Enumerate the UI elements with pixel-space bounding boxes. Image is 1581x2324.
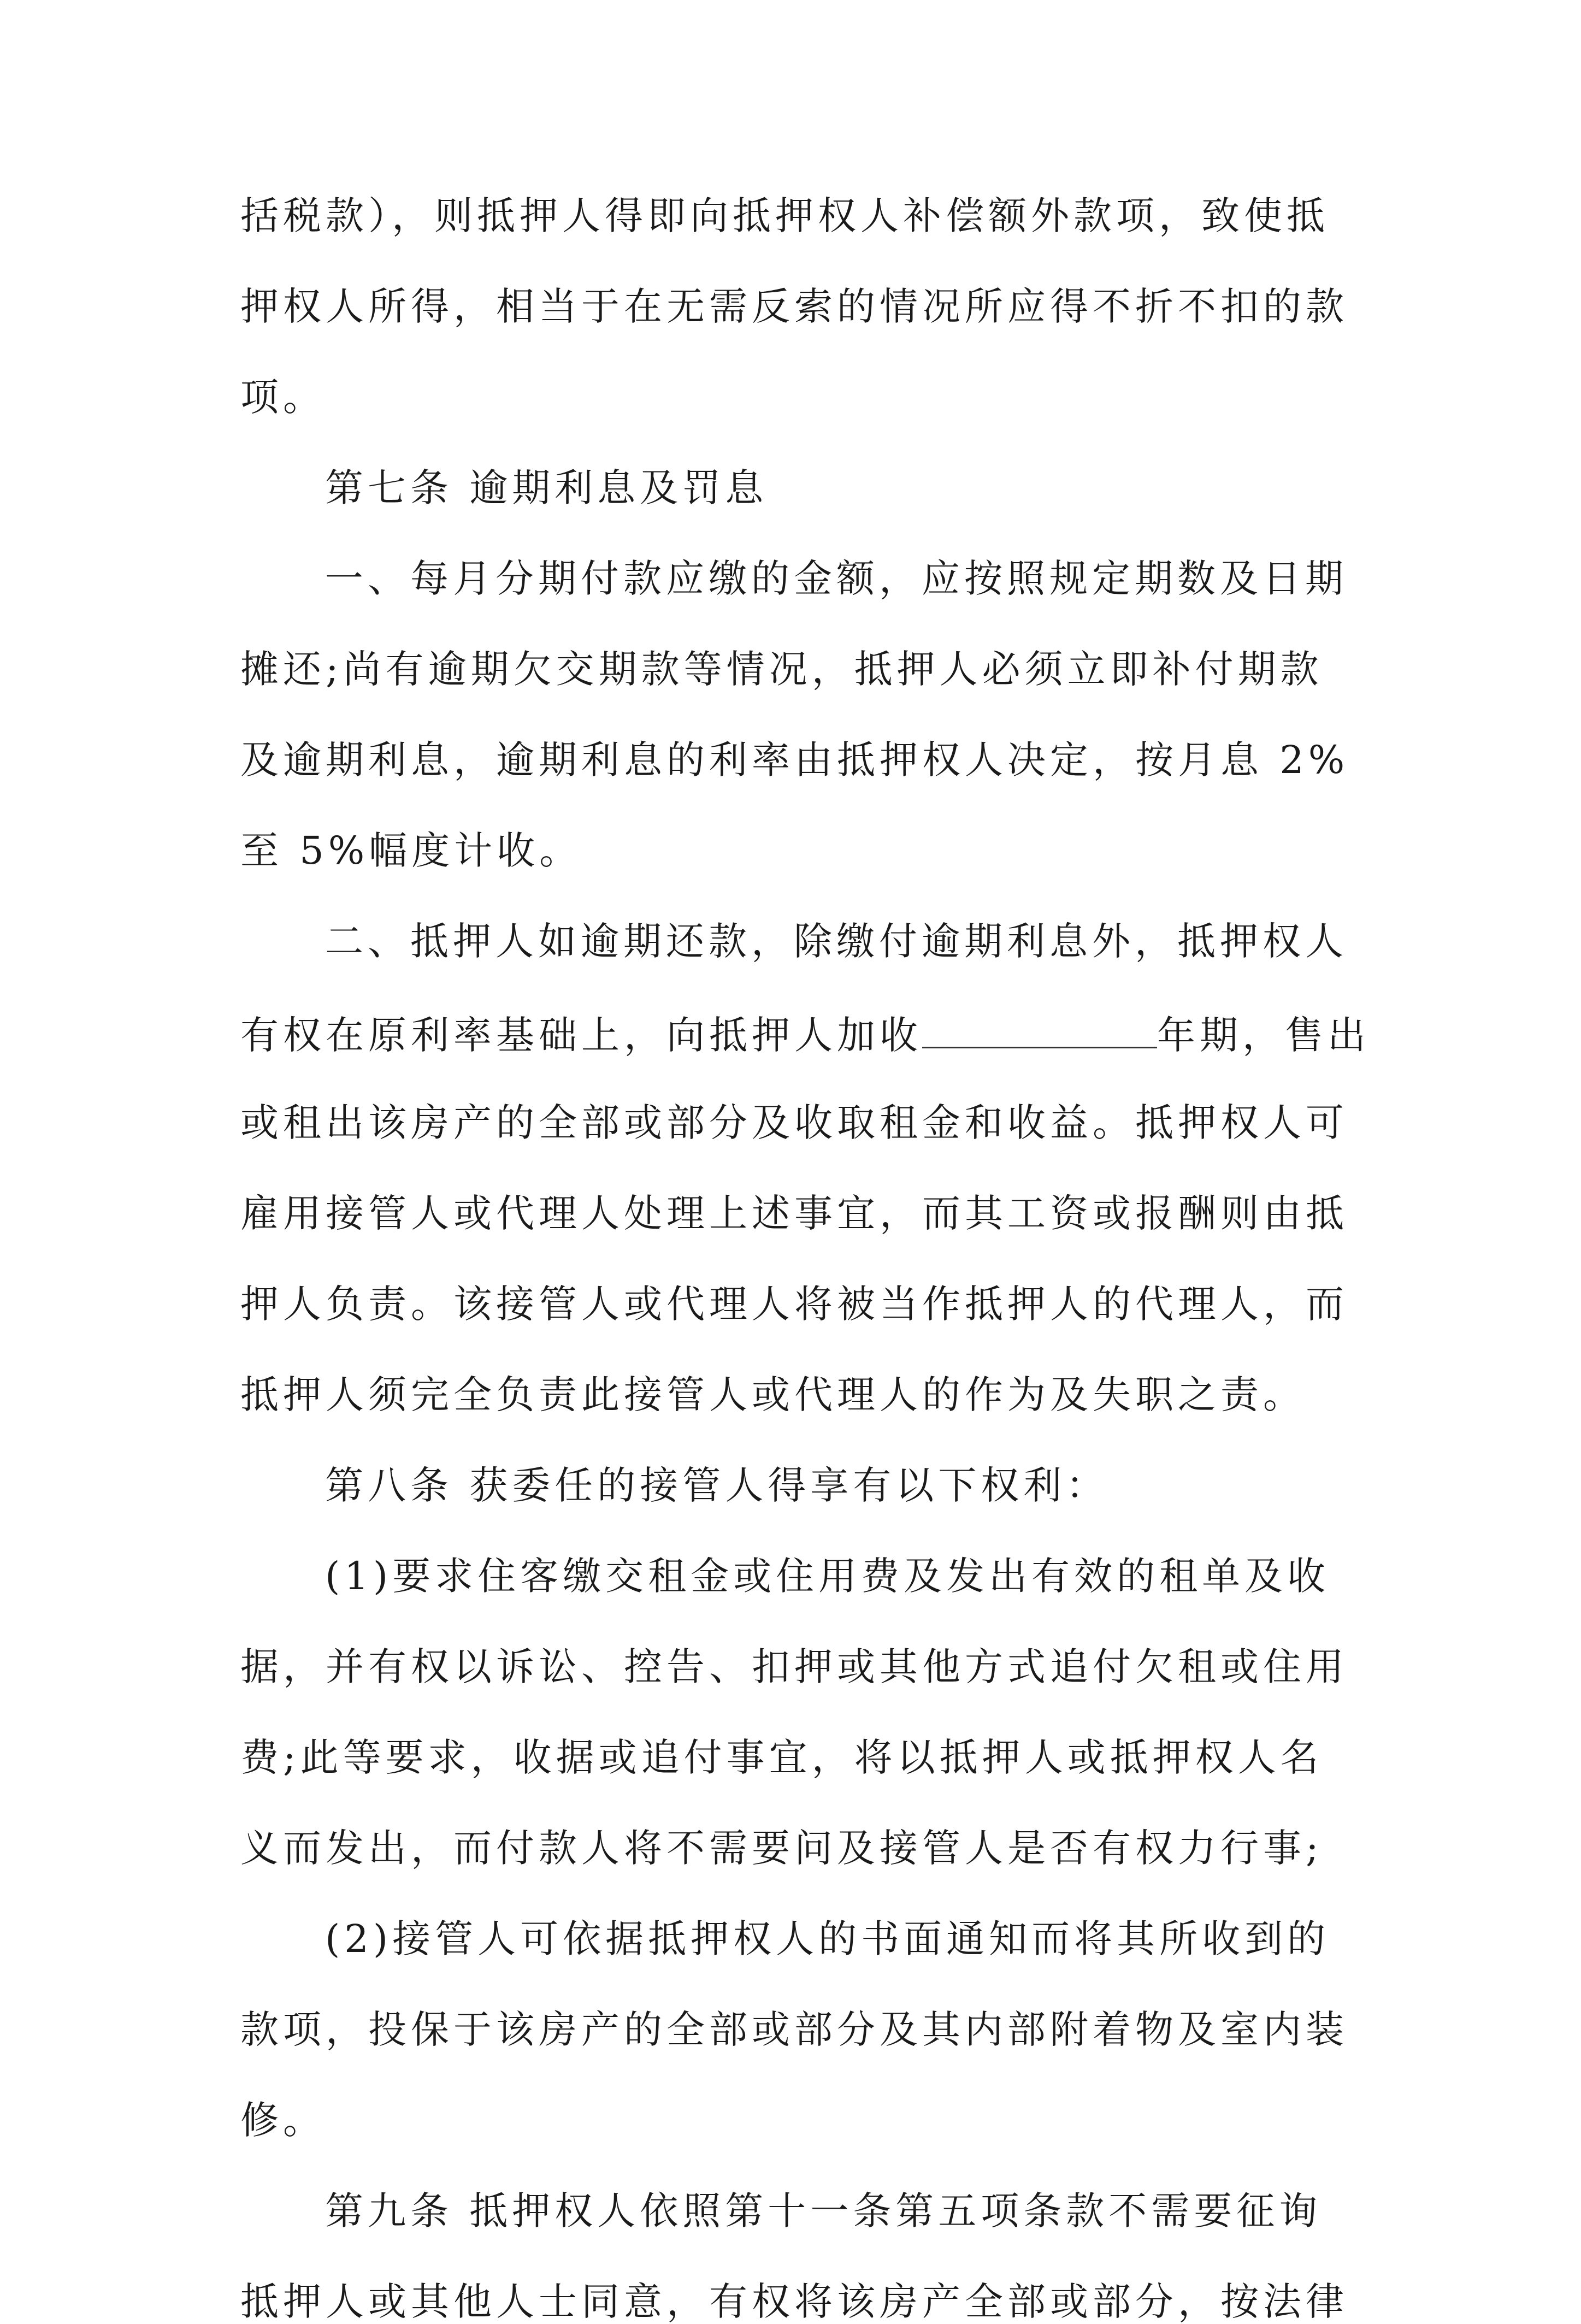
text-line: 押人负责。该接管人或代理人将被当作抵押人的代理人，而 bbox=[240, 1282, 1348, 1326]
article-heading: 第八条 获委任的接管人得享有以下权利： bbox=[325, 1463, 1109, 1508]
text-line: 款项，投保于该房产的全部或部分及其内部附着物及室内装 bbox=[240, 2007, 1348, 2052]
text-line: 摊还;尚有逾期欠交期款等情况，抵押人必须立即补付期款 bbox=[240, 647, 1323, 692]
text-line: 费;此等要求，收据或追付事宜，将以抵押人或抵押权人名 bbox=[240, 1735, 1323, 1780]
text-line: 抵押人须完全负责此接管人或代理人的作为及失职之责。 bbox=[240, 1372, 1306, 1417]
text-line: 修。 bbox=[240, 2098, 326, 2143]
text-fragment: 有权在原利率基础上，向抵押人加收 bbox=[240, 1013, 922, 1058]
text-line-with-blank bbox=[240, 1013, 1370, 1058]
text-line: 或租出该房产的全部或部分及收取租金和收益。抵押权人可 bbox=[240, 1100, 1348, 1145]
text-line: 押权人所得，相当于在无需反索的情况所应得不折不扣的款 bbox=[240, 284, 1348, 329]
article-heading: 第九条 抵押权人依照第十一条第五项条款不需要征询 bbox=[325, 2189, 1322, 2233]
text-line: 项。 bbox=[240, 375, 326, 420]
text-line: 至 5%幅度计收。 bbox=[240, 828, 582, 873]
fill-in-blank bbox=[922, 1013, 1157, 1048]
text-line: 一、每月分期付款应缴的金额，应按照规定期数及日期 bbox=[325, 556, 1348, 601]
document-page bbox=[240, 193, 1370, 2324]
text-line: 抵押人或其他人士同意，有权将该房产全部或部分，按法律 bbox=[240, 2279, 1348, 2324]
text-line: (2)接管人可依据抵押权人的书面通知而将其所收到的 bbox=[325, 1916, 1330, 1961]
article-heading: 第七条 逾期利息及罚息 bbox=[325, 465, 768, 510]
text-line: 义而发出，而付款人将不需要问及接管人是否有权力行事; bbox=[240, 1826, 1323, 1871]
text-line: (1)要求住客缴交租金或住用费及发出有效的租单及收 bbox=[325, 1554, 1330, 1599]
text-line: 括税款），则抵押人得即向抵押权人补偿额外款项，致使抵 bbox=[240, 193, 1329, 238]
text-line: 据，并有权以诉讼、控告、扣押或其他方式追付欠租或住用 bbox=[240, 1644, 1348, 1689]
text-fragment: 年期，售出 bbox=[1157, 1013, 1370, 1058]
text-line: 雇用接管人或代理人处理上述事宜，而其工资或报酬则由抵 bbox=[240, 1191, 1348, 1236]
text-line: 及逾期利息，逾期利息的利率由抵押权人决定，按月息 2% bbox=[240, 738, 1349, 782]
text-line: 二、抵押人如逾期还款，除缴付逾期利息外，抵押权人 bbox=[325, 919, 1348, 964]
